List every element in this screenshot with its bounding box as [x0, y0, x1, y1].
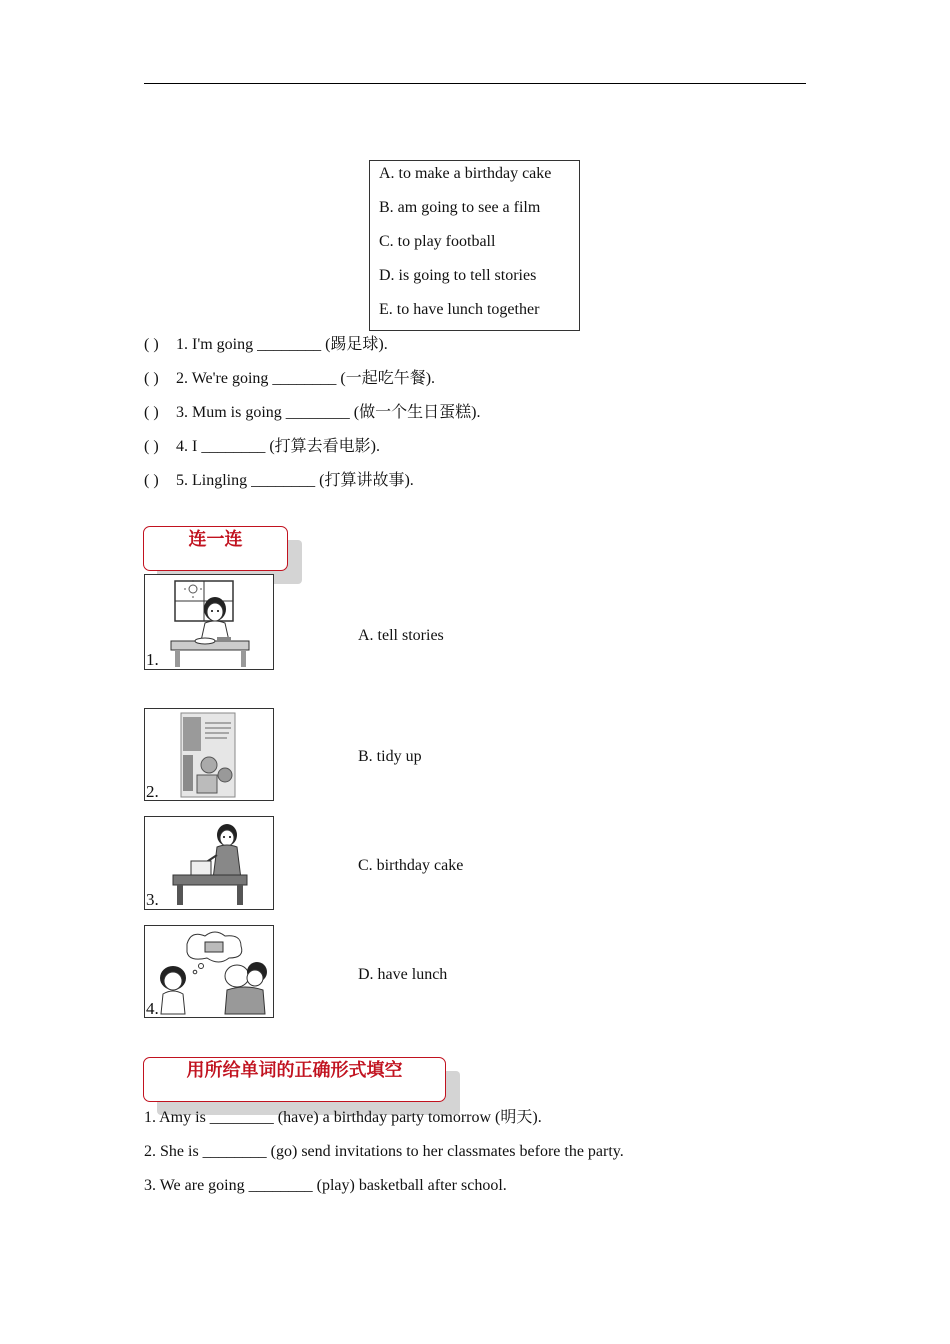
phrase-a: A. tell stories — [358, 627, 444, 644]
phrase-c: C. birthday cake — [358, 857, 464, 874]
picture-4-children — [144, 925, 274, 1018]
picture-number-4: 4. — [146, 999, 159, 1018]
picture-number-2: 2. — [146, 782, 159, 801]
answer-paren[interactable]: ( ) — [144, 438, 159, 455]
choice-question-4 — [144, 437, 380, 457]
answer-paren[interactable]: ( ) — [144, 370, 159, 387]
question-text: 3. Mum is going ________ (做一个生日蛋糕). — [176, 404, 481, 421]
picture-number-1: 1. — [146, 650, 159, 669]
option-a: A. to make a birthday cake — [379, 165, 552, 182]
choice-question-5 — [144, 471, 414, 491]
question-text: 2. We're going ________ (一起吃午餐). — [176, 370, 436, 387]
phrase-d: D. have lunch — [358, 966, 448, 983]
fill-question-3: 3. We are going ________ (play) basketball after school. — [144, 1177, 507, 1194]
fill-question-2: 2. She is ________ (go) send invitations to her classmates before the party. — [144, 1143, 624, 1160]
picture-2-tell-stories — [144, 708, 274, 801]
picture-1-have-lunch — [144, 574, 274, 670]
choice-question-1 — [144, 335, 388, 355]
top-rule — [144, 83, 806, 84]
answer-paren[interactable]: ( ) — [144, 336, 159, 353]
question-text: 1. I'm going ________ (踢足球). — [176, 336, 388, 353]
phrase-b: B. tidy up — [358, 748, 422, 765]
choice-question-3 — [144, 403, 480, 423]
fill-question-1: 1. Amy is ________ (have) a birthday party tomorrow (明天). — [144, 1109, 542, 1126]
option-e: E. to have lunch together — [379, 301, 540, 318]
question-text: 4. I ________ (打算去看电影). — [176, 438, 380, 455]
options-box — [369, 160, 580, 331]
picture-number-3: 3. — [146, 890, 159, 909]
choice-question-2 — [144, 369, 435, 389]
section-title: 连一连 — [143, 526, 288, 571]
picture-3-birthday-cake — [144, 816, 274, 910]
option-d: D. is going to tell stories — [379, 267, 537, 284]
question-text: 5. Lingling ________ (打算讲故事). — [176, 472, 414, 489]
option-c: C. to play football — [379, 233, 496, 250]
answer-paren[interactable]: ( ) — [144, 404, 159, 421]
answer-paren[interactable]: ( ) — [144, 472, 159, 489]
option-b: B. am going to see a film — [379, 199, 541, 216]
section-title: 用所给单词的正确形式填空 — [143, 1057, 446, 1102]
